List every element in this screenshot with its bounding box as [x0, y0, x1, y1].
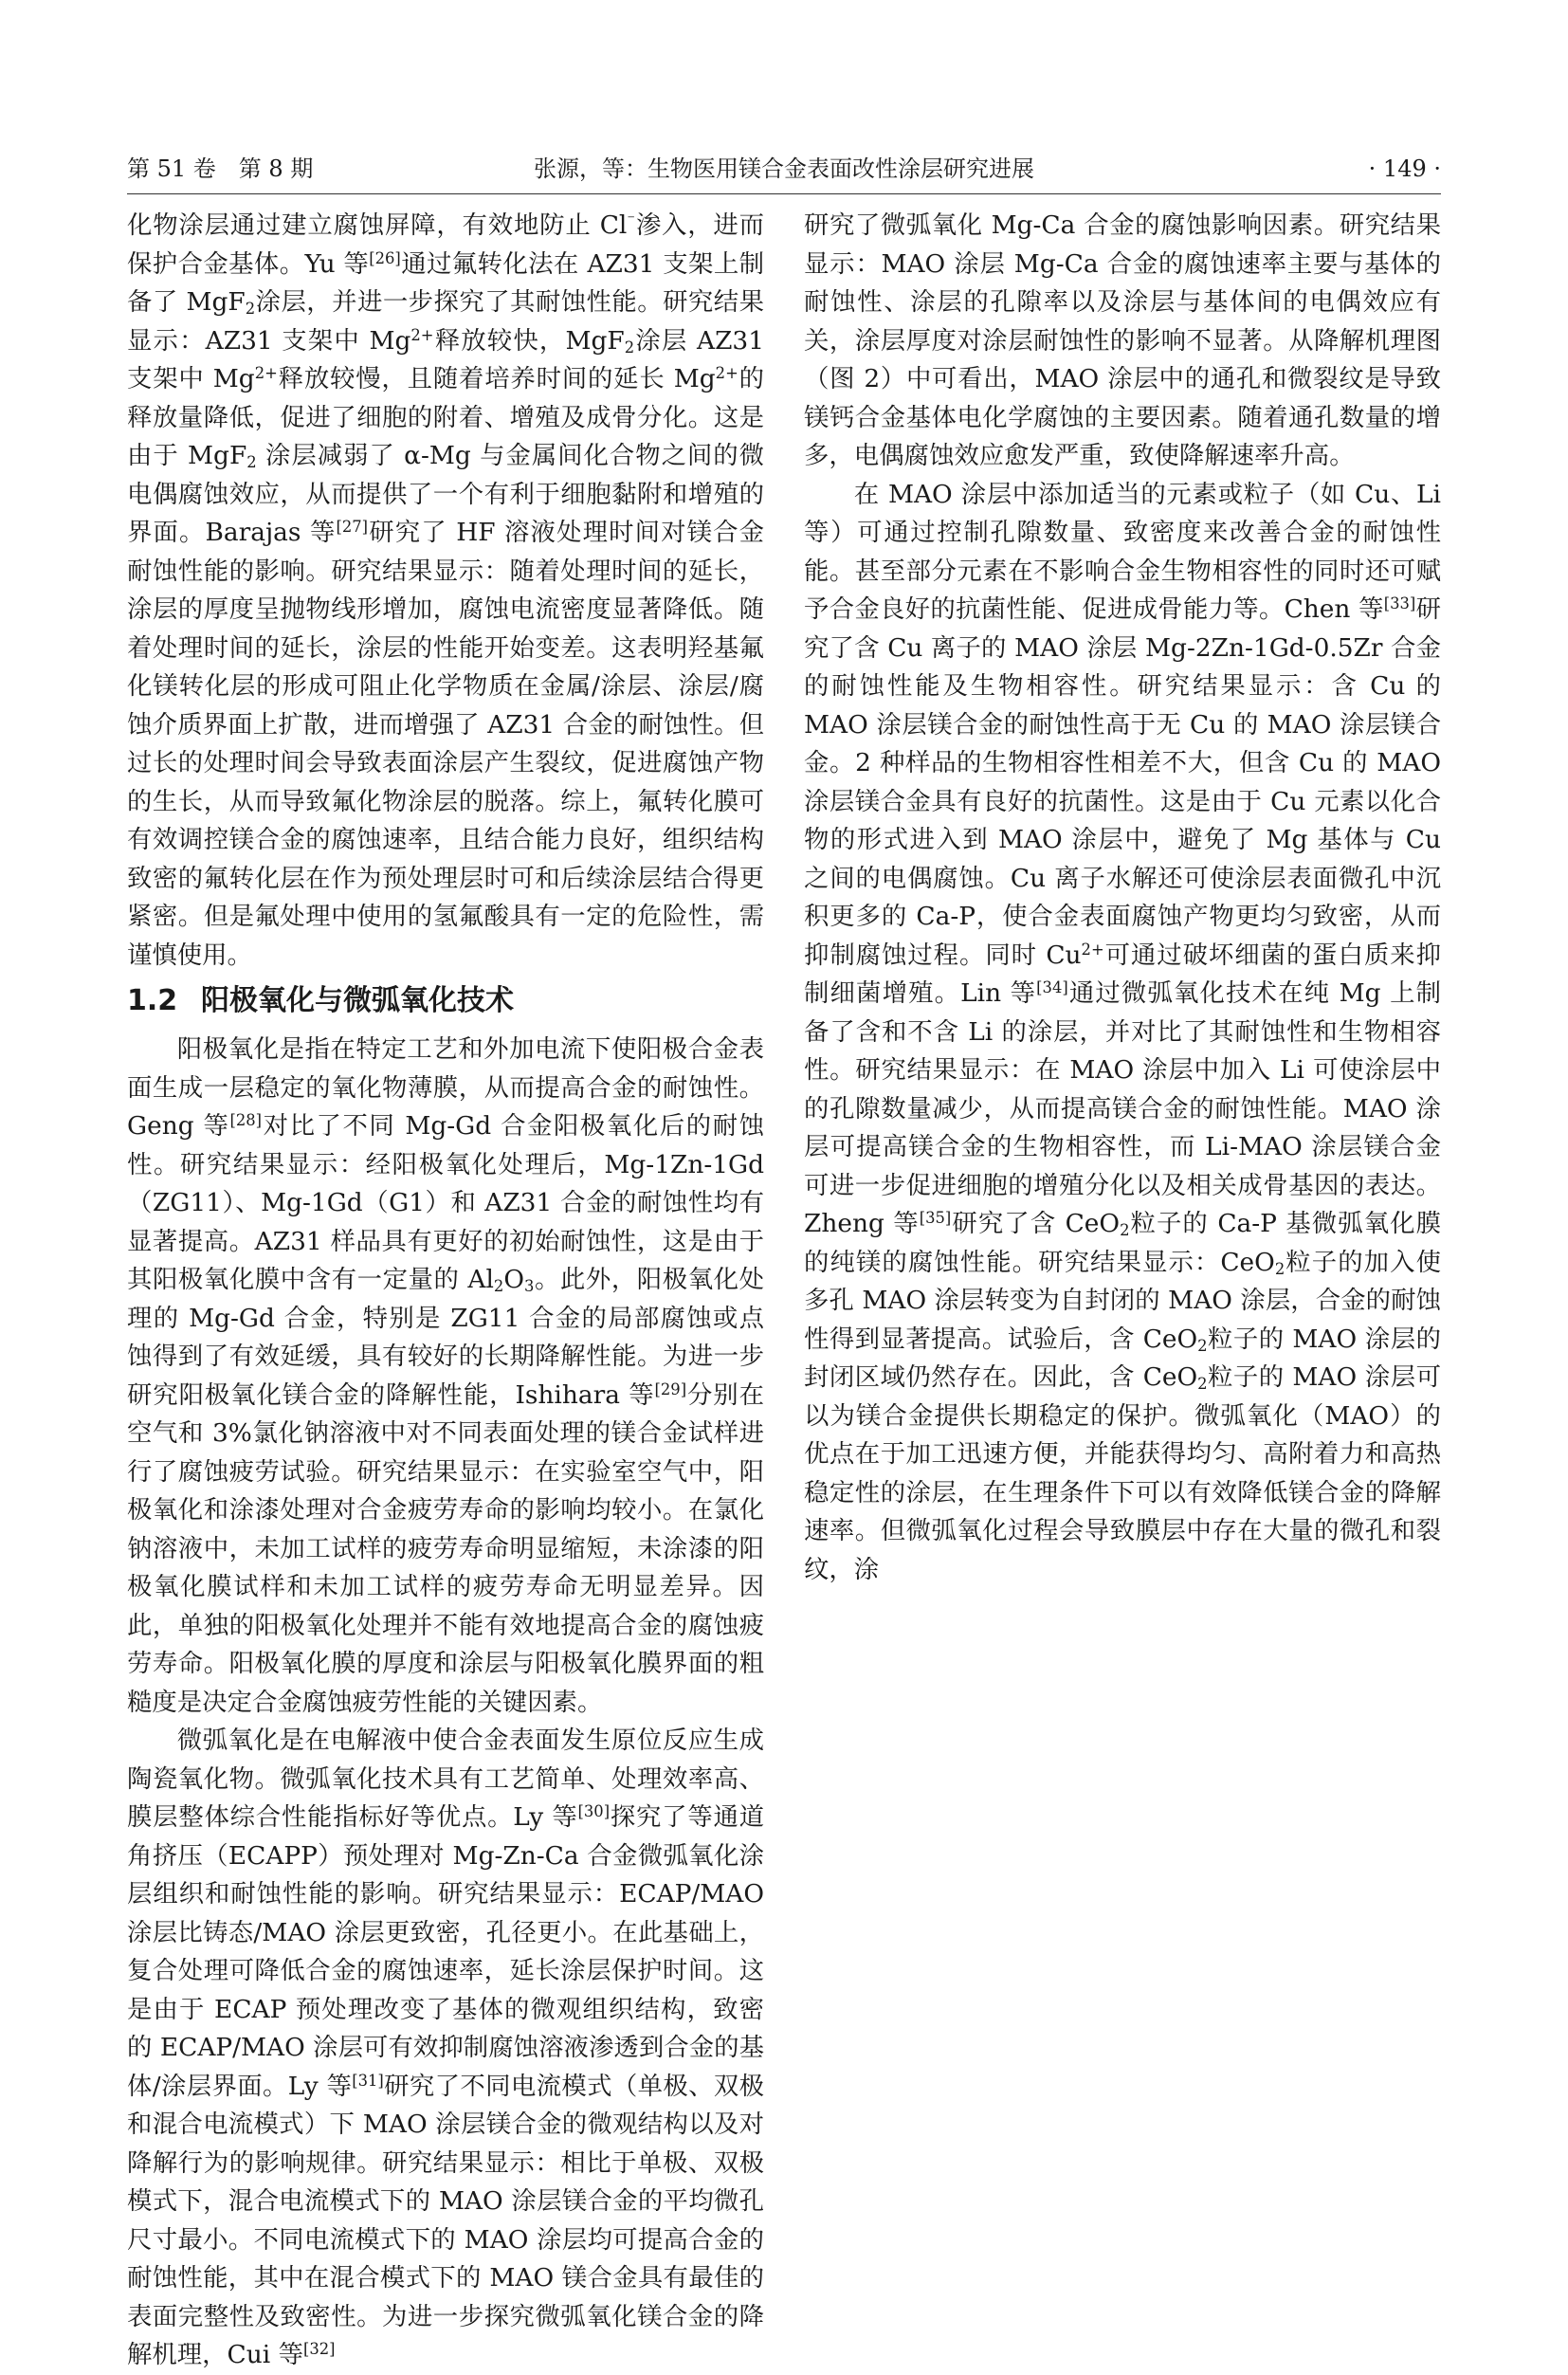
- citation: [32]: [302, 2340, 336, 2358]
- citation: [31]: [352, 2071, 384, 2090]
- citation: [27]: [336, 518, 369, 536]
- running-title: 张源，等：生物医用镁合金表面改性涂层研究进展: [534, 155, 1034, 182]
- left-column: [127, 207, 764, 2375]
- volume-issue: 第 51 卷 第 8 期: [127, 155, 314, 182]
- paragraph-mao-continued: 研究了微弧氧化 Mg-Ca 合金的腐蚀影响因素。研究结果显示：MAO 涂层 Mg-Ca 合金的腐蚀速率主要与基体的耐蚀性、涂层的孔隙率以及涂层与基体间的电偶效应有关，涂层厚度对涂层耐蚀性的影响不显著。从降解机理图（图 2）中可看出，MAO 涂层中的通孔和微裂纹是导致镁钙合金基体电化学腐蚀的主要因素。随着通孔数量的增多，电偶腐蚀效应愈发严重，致使降解速率升高。: [804, 210, 1441, 470]
- citation: [28]: [229, 1111, 263, 1129]
- section-title: 阳极氧化与微弧氧化技术: [201, 984, 514, 1017]
- citation: [35]: [919, 1209, 952, 1227]
- page-number: · 149 ·: [1368, 155, 1441, 182]
- citation: [29]: [654, 1379, 687, 1398]
- section-number: 1.2: [127, 984, 178, 1017]
- paragraph-fluoride-continued: 化物涂层通过建立腐蚀屏障，有效地防止 Cl⁻渗入，进而保护合金基体。Yu 等[26]通过氟转化法在 AZ31 支架上制备了 MgF$_2$涂层，并进一步探究了其耐蚀性能。研究结果显示：AZ31 支架中 $Mg^{2+}$释放较快，MgF$_2$涂层 AZ31 支架中 $Mg^{2+}$释放较慢，且随着培养时间的延长 $Mg^{2+}$的释放量降低，促进了细胞的附着、增殖及成骨分化。这是由于 MgF$_2$ 涂层减弱了 α-Mg 与金属间化合物之间的微电偶腐蚀效应，从而提供了一个有利于细胞黏附和增殖的界面。Barajas 等[27]研究了 HF 溶液处理时间对镁合金耐蚀性能的影响。研究结果显示：随着处理时间的延长，涂层的厚度呈抛物线形增加，腐蚀电流密度显著降低。随着处理时间的延长，涂层的性能开始变差。这表明羟基氟化镁转化层的形成可阻止化学物质在金属/涂层、涂层/腐蚀介质界面上扩散，进而增强了 AZ31 合金的耐蚀性。但过长的处理时间会导致表面涂层产生裂纹，促进腐蚀产物的生长，从而导致氟化物涂层的脱落。综上，氟转化膜可有效调控镁合金的腐蚀速率，且结合能力良好，组织结构致密的氟转化层在作为预处理层时可和后续涂层结合得更紧密。但是氟处理中使用的氢氟酸具有一定的危险性，需谨慎使用。: [127, 210, 765, 970]
- paragraph-mao: 微弧氧化是在电解液中使合金表面发生原位反应生成陶瓷氧化物。微弧氧化技术具有工艺简单、处理效率高、膜层整体综合性能指标好等优点。Ly 等[30]探究了等通道角挤压（ECAPP）预处理对 Mg-Zn-Ca 合金微弧氧化涂层组织和耐蚀性能的影响。研究结果显示：ECAP/MAO 涂层比铸态/MAO 涂层更致密，孔径更小。在此基础上，复合处理可降低合金的腐蚀速率，延长涂层保护时间。这是由于 ECAP 预处理改变了基体的微观组织结构，致密的 ECAP/MAO 涂层可有效抑制腐蚀溶液渗透到合金的基体/涂层界面。Ly 等[31]研究了不同电流模式（单极、双极和混合电流模式）下 MAO 涂层镁合金的微观结构以及对降解行为的影响规律。研究结果显示：相比于单极、双极模式下，混合电流模式下的 MAO 涂层镁合金的平均微孔尺寸最小。不同电流模式下的 MAO 涂层均可提高合金的耐蚀性能，其中在混合模式下的 MAO 镁合金具有最佳的表面完整性及致密性。为进一步探究微弧氧化镁合金的降解机理，Cui 等[32]: [127, 1726, 765, 2369]
- citation: [33]: [1383, 594, 1416, 612]
- right-column: [804, 207, 1441, 1589]
- running-header: [127, 150, 1441, 188]
- header-rule: [127, 193, 1441, 194]
- citation: [30]: [577, 1802, 611, 1820]
- citation: [26]: [369, 248, 401, 267]
- paragraph-mao-additives: 在 MAO 涂层中添加适当的元素或粒子（如 Cu、Li 等）可通过控制孔隙数量、致密度来改善合金的耐蚀性能。甚至部分元素在不影响合金生物相容性的同时还可赋予合金良好的抗菌性能、促进成骨能力等。Chen 等[33]研究了含 Cu 离子的 MAO 涂层 Mg-2Zn-1Gd-0.5Zr 合金的耐蚀性能及生物相容性。研究结果显示：含 Cu 的 MAO 涂层镁合金的耐蚀性高于无 Cu 的 MAO 涂层镁合金。2 种样品的生物相容性相差不大，但含 Cu 的 MAO 涂层镁合金具有良好的抗菌性。这是由于 Cu 元素以化合物的形式进入到 MAO 涂层中，避免了 Mg 基体与 Cu 之间的电偶腐蚀。Cu 离子水解还可使涂层表面微孔中沉积更多的 Ca-P，使合金表面腐蚀产物更均匀致密，从而抑制腐蚀过程。同时 $Cu^{2+}$可通过破坏细菌的蛋白质来抑制细菌增殖。Lin 等[34]通过微弧氧化技术在纯 Mg 上制备了含和不含 Li 的涂层，并对比了其耐蚀性和生物相容性。研究结果显示：在 MAO 涂层中加入 Li 可使涂层中的孔隙数量减少，从而提高镁合金的耐蚀性能。MAO 涂层可提高镁合金的生物相容性，而 Li-MAO 涂层镁合金可进一步促进细胞的增殖分化以及相关成骨基因的表达。Zheng 等[35]研究了含 CeO$_2$粒子的 Ca-P 基微弧氧化膜的纯镁的腐蚀性能。研究结果显示：CeO$_2$粒子的加入使多孔 MAO 涂层转变为自封闭的 MAO 涂层，合金的耐蚀性得到显著提高。试验后，含 CeO$_2$粒子的 MAO 涂层的封闭区域仍然存在。因此，含 CeO$_2$粒子的 MAO 涂层可以为镁合金提供长期稳定的保护。微弧氧化（MAO）的优点在于加工迅速方便，并能获得均匀、高附着力和高热稳定性的涂层，在生理条件下可以有效降低镁合金的降解速率。但微弧氧化过程会导致膜层中存在大量的微孔和裂纹，涂: [804, 479, 1442, 1584]
- section-heading: [127, 981, 764, 1021]
- paragraph-anodizing: 阳极氧化是指在特定工艺和外加电流下使阳极合金表面生成一层稳定的氧化物薄膜，从而提高合金的耐蚀性。Geng 等[28]对比了不同 Mg-Gd 合金阳极氧化后的耐蚀性。研究结果显示：经阳极氧化处理后，Mg-1Zn-1Gd（ZG11）、Mg-1Gd（G1）和 AZ31 合金的耐蚀性均有显著提高。AZ31 样品具有更好的初始耐蚀性，这是由于其阳极氧化膜中含有一定量的 $Al_2O_3$。此外，阳极氧化处理的 Mg-Gd 合金，特别是 ZG11 合金的局部腐蚀或点蚀得到了有效延缓，具有较好的长期降解性能。为进一步研究阳极氧化镁合金的降解性能，Ishihara 等[29]分别在空气和 3%氯化钠溶液中对不同表面处理的镁合金试样进行了腐蚀疲劳试验。研究结果显示：在实验室空气中，阳极氧化和涂漆处理对合金疲劳寿命的影响均较小。在氯化钠溶液中，未加工试样的疲劳寿命明显缩短，未涂漆的阳极氧化膜试样和未加工试样的疲劳寿命无明显差异。因此，单独的阳极氧化处理并不能有效地提高合金的腐蚀疲劳寿命。阳极氧化膜的厚度和涂层与阳极氧化膜界面的粗糙度是决定合金腐蚀疲劳性能的关键因素。: [127, 1034, 765, 1717]
- citation: [34]: [1036, 978, 1068, 996]
